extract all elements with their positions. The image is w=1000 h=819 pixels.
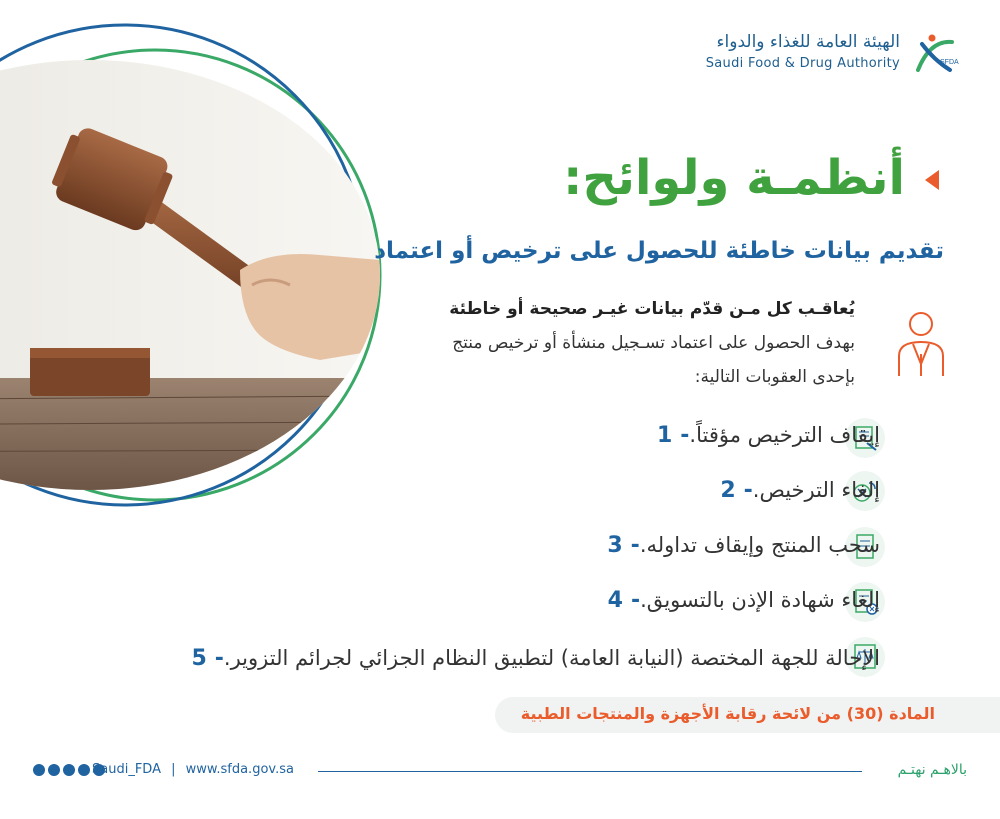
page-title: أنظمـة ولوائح: [563,150,905,206]
title-arrow-icon [925,170,939,190]
intro-bold-text: يُعاقـب كل مـن قدّم بيانات غيـر صحيحة أو خاطئة [449,299,855,319]
footer-divider [318,771,862,772]
website-link[interactable]: www.sfda.gov.sa [185,762,294,777]
svg-text:SFDA: SFDA [940,59,959,66]
logo-english-name: Saudi Food & Drug Authority [705,56,900,71]
item-number: 2 [720,477,736,503]
logo-arabic-name: الهيئة العامة للغذاء والدواء [716,32,900,52]
penalty-item-3 [599,525,880,565]
item-dash: - [214,645,224,671]
youtube-icon[interactable] [48,764,60,776]
item-dash: - [630,532,640,558]
item-dash: - [630,587,641,613]
instagram-icon[interactable] [78,764,90,776]
sfda-emblem-icon [910,30,960,80]
person-icon [895,308,947,378]
footer-tagline: بالاهـم نهتـم [897,762,967,778]
item-text: سحب المنتج وإيقاف تداوله. [639,533,880,557]
sfda-logo [690,30,960,80]
page-subtitle: تقديم بيانات خاطئة للحصول على ترخيص أو اعتماد [374,238,944,264]
item-text: إلغاء الترخيص. [752,478,880,502]
item-number: 1 [656,422,673,448]
item-number: 5 [191,645,207,671]
footer-separator: | [171,762,176,777]
snapchat-icon[interactable] [63,764,75,776]
intro-body-text: بهدف الحصول على اعتماد تسـجيل منشأة أو ترخيص منتج بإحدى العقوبات التالية: [452,333,855,387]
item-text: الإحالة للجهة المختصة (النيابة العامة) لتطبيق النظام الجزائي لجرائم التزوير. [223,646,880,670]
penalty-item-2 [712,470,880,510]
item-dash: - [680,422,690,448]
intro-paragraph [435,292,855,394]
footer-links [92,762,294,777]
item-number: 3 [607,532,623,558]
item-number: 4 [607,587,623,613]
reference-text: المادة (30) من لائحة رقابة الأجهزة والمنتجات الطبية [520,704,935,723]
social-handle-link[interactable]: Saudi_FDA [92,762,161,777]
twitter-icon[interactable] [33,764,45,776]
item-text: إيقاف الترخيص مؤقتاً. [689,423,880,447]
penalty-item-1 [649,415,880,455]
penalty-item-4 [600,580,880,620]
penalty-item-5 [183,638,880,678]
item-text: إلغاء شهادة الإذن بالتسويق. [640,588,880,612]
item-dash: - [743,477,753,503]
